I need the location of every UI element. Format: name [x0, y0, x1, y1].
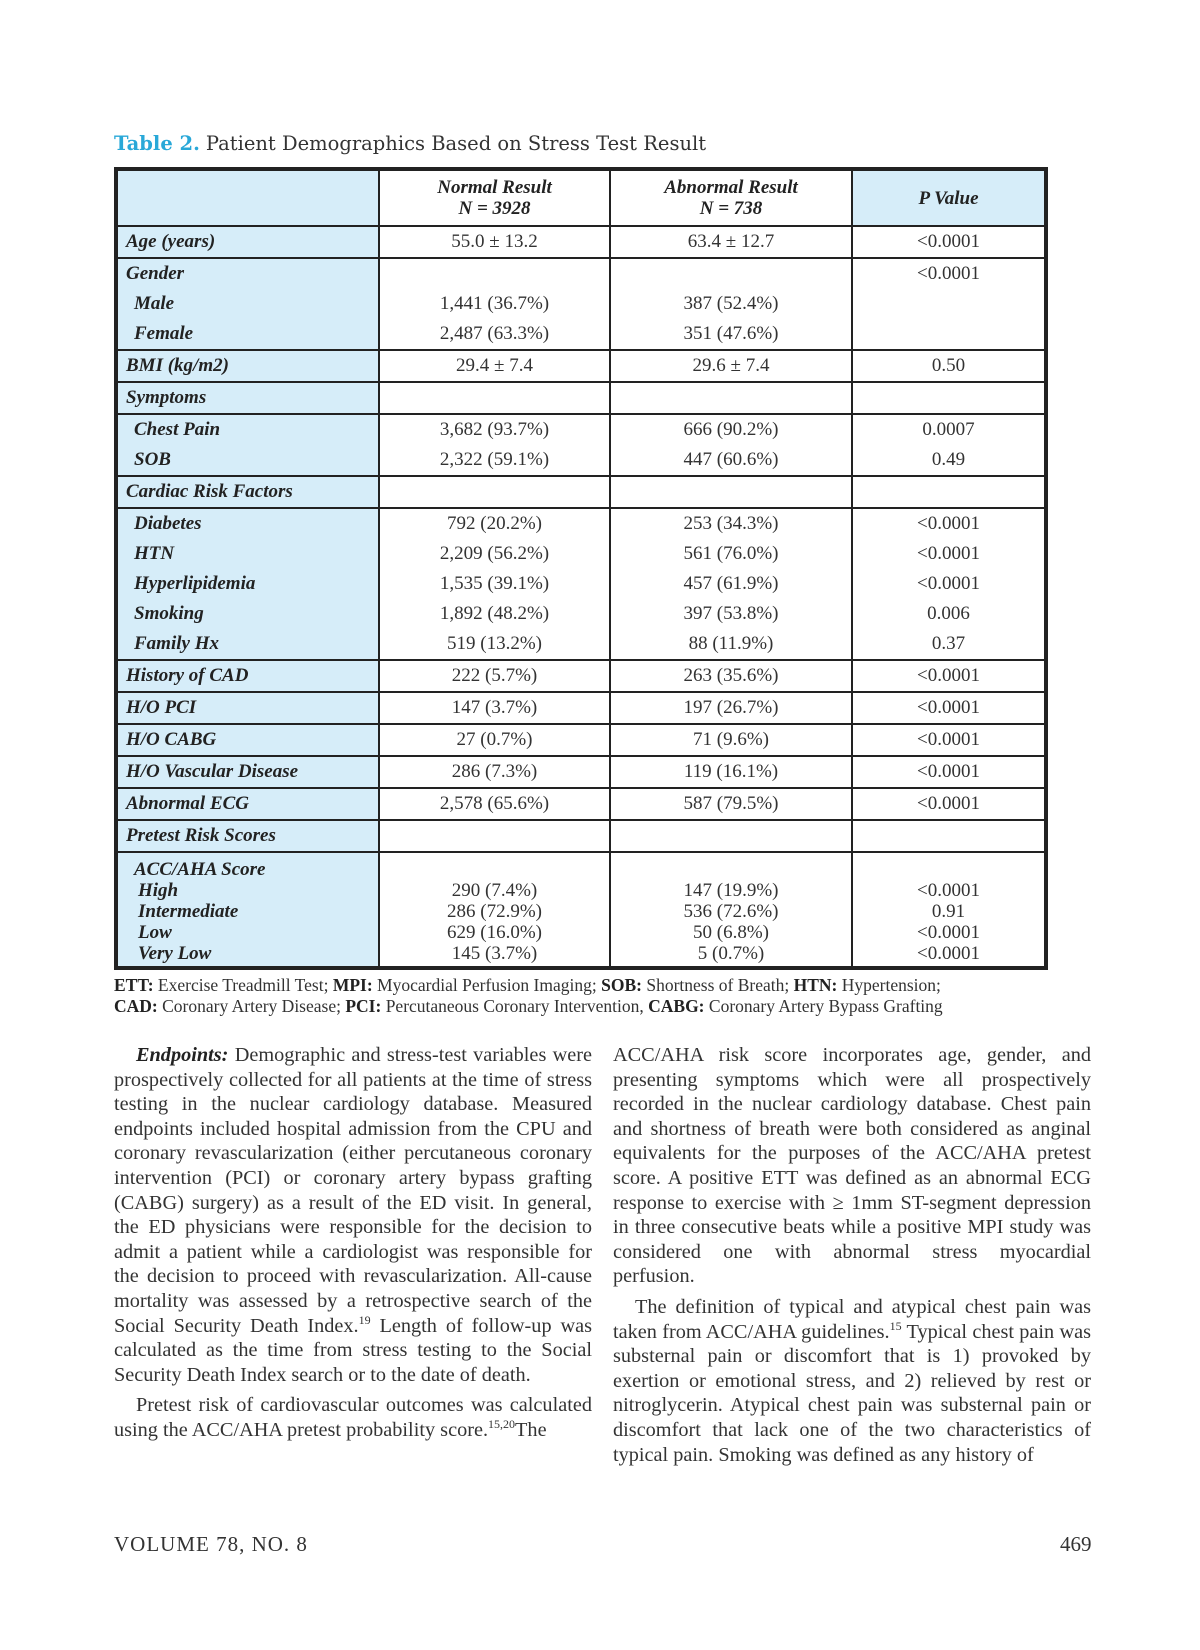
row-label: BMI (kg/m2) — [116, 350, 379, 382]
p-value: <0.0001 — [852, 508, 1046, 539]
p-value: <0.0001 — [852, 539, 1046, 569]
abnormal-value: 63.4 ± 12.7 — [610, 226, 852, 258]
abnormal-value: 71 (9.6%) — [610, 724, 852, 756]
table-row — [116, 289, 1046, 319]
normal-value: 27 (0.7%) — [379, 724, 610, 756]
acc-abnormal-values: 147 (19.9%) 536 (72.6%) 50 (6.8%) 5 (0.7%) — [610, 852, 852, 968]
row-label: Chest Pain — [116, 414, 379, 445]
pretest-paragraph: Pretest risk of cardiovascular outcomes was calculated using the ACC/AHA pretest probability score.$^{15,20}$The — [114, 1394, 592, 1441]
normal-value: 2,322 (59.1%) — [439, 449, 550, 470]
row-label: Hyperlipidemia — [116, 569, 379, 599]
table-row — [116, 476, 1046, 508]
p-value — [852, 476, 1046, 508]
table-row — [116, 508, 1046, 539]
table-row — [116, 445, 1046, 476]
acc-aha-labels — [116, 852, 379, 968]
header-p-value: P Value — [852, 169, 1046, 226]
p-value: <0.0001 — [852, 692, 1046, 724]
normal-value: 2,487 (63.3%) — [439, 323, 550, 344]
table-row — [116, 820, 1046, 852]
row-label: Cardiac Risk Factors — [116, 476, 379, 508]
normal-value — [379, 258, 610, 289]
abnormal-value: 447 (60.6%) — [610, 445, 852, 476]
normal-value: 1,535 (39.1%) — [439, 573, 550, 594]
acc-very-low-label: Very Low — [138, 943, 212, 964]
p-value: <0.0001 — [852, 569, 1046, 599]
table-row — [116, 724, 1046, 756]
table-row — [116, 756, 1046, 788]
table-title: Patient Demographics Based on Stress Test Result — [205, 132, 707, 155]
abnormal-value — [610, 258, 852, 289]
table-row — [116, 226, 1046, 258]
row-label: History of CAD — [116, 660, 379, 692]
normal-value: 2,578 (65.6%) — [379, 788, 610, 820]
p-value: 0.49 — [852, 445, 1046, 476]
table-row — [116, 319, 1046, 350]
row-label: HTN — [116, 539, 379, 569]
p-value: <0.0001 — [852, 724, 1046, 756]
abnormal-value: 457 (61.9%) — [610, 569, 852, 599]
left-text-column — [114, 1043, 592, 1449]
row-label: H/O CABG — [116, 724, 379, 756]
table-label: Table 2. — [114, 132, 200, 155]
volume-footer: VOLUME 78, NO. 8 — [114, 1532, 308, 1556]
header-abnormal-result: Abnormal Result N = 738 — [610, 169, 852, 226]
acc-intermediate-label: Intermediate — [138, 901, 239, 922]
table-row — [116, 692, 1046, 724]
normal-value: 286 (7.3%) — [379, 756, 610, 788]
p-value: <0.0001 — [852, 788, 1046, 820]
normal-value: 55.0 ± 13.2 — [451, 231, 538, 252]
table-row — [116, 599, 1046, 629]
abnormal-value: 666 (90.2%) — [610, 414, 852, 445]
abnormal-value: 197 (26.7%) — [610, 692, 852, 724]
normal-value: 147 (3.7%) — [379, 692, 610, 724]
normal-value: 222 (5.7%) — [379, 660, 610, 692]
table-caption — [114, 132, 706, 155]
acc-low-label: Low — [138, 922, 172, 943]
p-value: 0.50 — [852, 350, 1046, 382]
normal-value — [379, 382, 610, 414]
abnormal-value: 397 (53.8%) — [610, 599, 852, 629]
normal-value: 1,892 (48.2%) — [439, 603, 550, 624]
acc-p-values: <0.0001 0.91 <0.0001 <0.0001 — [852, 852, 1046, 968]
table-row — [116, 258, 1046, 289]
abnormal-value: 351 (47.6%) — [610, 319, 852, 350]
abnormal-value: 88 (11.9%) — [610, 629, 852, 660]
table-row — [116, 660, 1046, 692]
table-row — [116, 414, 1046, 445]
abnormal-value — [610, 820, 852, 852]
header-normal-result: Normal Result N = 3928 — [379, 169, 610, 226]
p-value: 0.006 — [852, 599, 1046, 629]
table-row — [116, 382, 1046, 414]
row-label: Female — [116, 319, 379, 350]
normal-value: 792 (20.2%) — [379, 508, 610, 539]
abnormal-value: 253 (34.3%) — [610, 508, 852, 539]
row-label: Symptoms — [116, 382, 379, 414]
p-value: 0.0007 — [852, 414, 1046, 445]
acc-aha-title: ACC/AHA Score — [134, 859, 266, 880]
p-value: <0.0001 — [852, 756, 1046, 788]
table-row — [116, 788, 1046, 820]
p-value: 0.37 — [852, 629, 1046, 660]
row-label: Gender — [116, 258, 379, 289]
abnormal-value: 561 (76.0%) — [610, 539, 852, 569]
p-value: <0.0001 — [852, 226, 1046, 258]
acc-high-label: High — [138, 880, 179, 901]
abnormal-value: 387 (52.4%) — [610, 289, 852, 319]
acc-aha-paragraph: ACC/AHA risk score incorporates age, gender, and presenting symptoms which were all prospectively recorded in the nuclear cardiology database. Chest pain and shortness of breath were both considered as anginal equivalents for the purposes of the ACC/AHA pretest score. A positive ETT was defined as an abnormal ECG response to exercise with ≥ 1mm ST-segment depression in three consecutive beats while a positive MPI study was considered one with abnormal stress myocardial perfusion. — [613, 1044, 1091, 1288]
row-label: H/O Vascular Disease — [116, 756, 379, 788]
chest-pain-paragraph: The definition of typical and atypical chest pain was taken from ACC/AHA guidelines.$^{15}$ Typical chest pain was substernal pain or discomfort that is 1) provoked by exertion or emotional stress, and 2) relieved by rest or nitroglycerin. Atypical chest pain was substernal pain or discomfort that lack one of the two characteristics of typical pain. Smoking was defined as any history of — [613, 1295, 1091, 1466]
row-label: Pretest Risk Scores — [116, 820, 379, 852]
row-label: Abnormal ECG — [116, 788, 379, 820]
abnormal-value: 119 (16.1%) — [610, 756, 852, 788]
abnormal-value — [610, 382, 852, 414]
right-text-column — [613, 1043, 1091, 1473]
table-abbreviations: ETT: Exercise Treadmill Test; MPI: Myocardial Perfusion Imaging; SOB: Shortness of Breath; HTN: Hypertension; CAD: Coronary Artery Disease; PCI: Percutaneous Coronary Intervention, CABG: Coronary Artery Bypass Grafting — [114, 975, 943, 1016]
normal-value: 29.4 ± 7.4 — [379, 350, 610, 382]
abnormal-value: 587 (79.5%) — [610, 788, 852, 820]
row-label: Family Hx — [116, 629, 379, 660]
acc-aha-score-row — [116, 852, 1046, 968]
normal-value — [379, 476, 610, 508]
normal-value: 1,441 (36.7%) — [439, 293, 550, 314]
p-value — [852, 289, 1046, 319]
row-label: Smoking — [116, 599, 379, 629]
p-value — [852, 382, 1046, 414]
p-value — [852, 319, 1046, 350]
p-value — [852, 820, 1046, 852]
normal-value — [379, 820, 610, 852]
row-label: Diabetes — [116, 508, 379, 539]
row-label: H/O PCI — [116, 692, 379, 724]
normal-value: 2,209 (56.2%) — [439, 543, 550, 564]
row-label: SOB — [116, 445, 379, 476]
p-value: <0.0001 — [852, 258, 1046, 289]
table-row — [116, 629, 1046, 660]
row-label: Male — [116, 289, 379, 319]
normal-value: 3,682 (93.7%) — [379, 414, 610, 445]
table-header-row — [116, 169, 1046, 226]
abnormal-value — [610, 476, 852, 508]
table-row — [116, 350, 1046, 382]
table-row — [116, 539, 1046, 569]
table-row — [116, 569, 1046, 599]
endpoints-paragraph: Endpoints: Demographic and stress-test variables were prospectively collected for all patients at the time of stress testing in the nuclear cardiology database. Measured endpoints included hospital admission from the CPU and coronary revascularization (either percutaneous coronary intervention (PCI) or coronary artery bypass grafting (CABG) surgery) as a result of the ED visit. In general, the ED physicians were responsible for the decision to admit a patient while a cardiologist was responsible for the decision to proceed with revascularization. All-cause mortality was assessed by a retrospective search of the Social Security Death Index.$^{19}$ Length of follow-up was calculated as the time from stress testing to the Social Security Death Index search or to the date of death. — [114, 1044, 593, 1386]
demographics-table — [114, 167, 1048, 970]
acc-normal-values: 290 (7.4%) 286 (72.9%) 629 (16.0%) 145 (3.7%) — [379, 852, 610, 968]
abnormal-value: 263 (35.6%) — [610, 660, 852, 692]
page-number: 469 — [1060, 1532, 1092, 1556]
normal-value: 519 (13.2%) — [447, 633, 542, 654]
p-value: <0.0001 — [852, 660, 1046, 692]
header-blank-cell — [116, 169, 379, 226]
abnormal-value: 29.6 ± 7.4 — [610, 350, 852, 382]
row-label: Age (years) — [116, 226, 379, 258]
